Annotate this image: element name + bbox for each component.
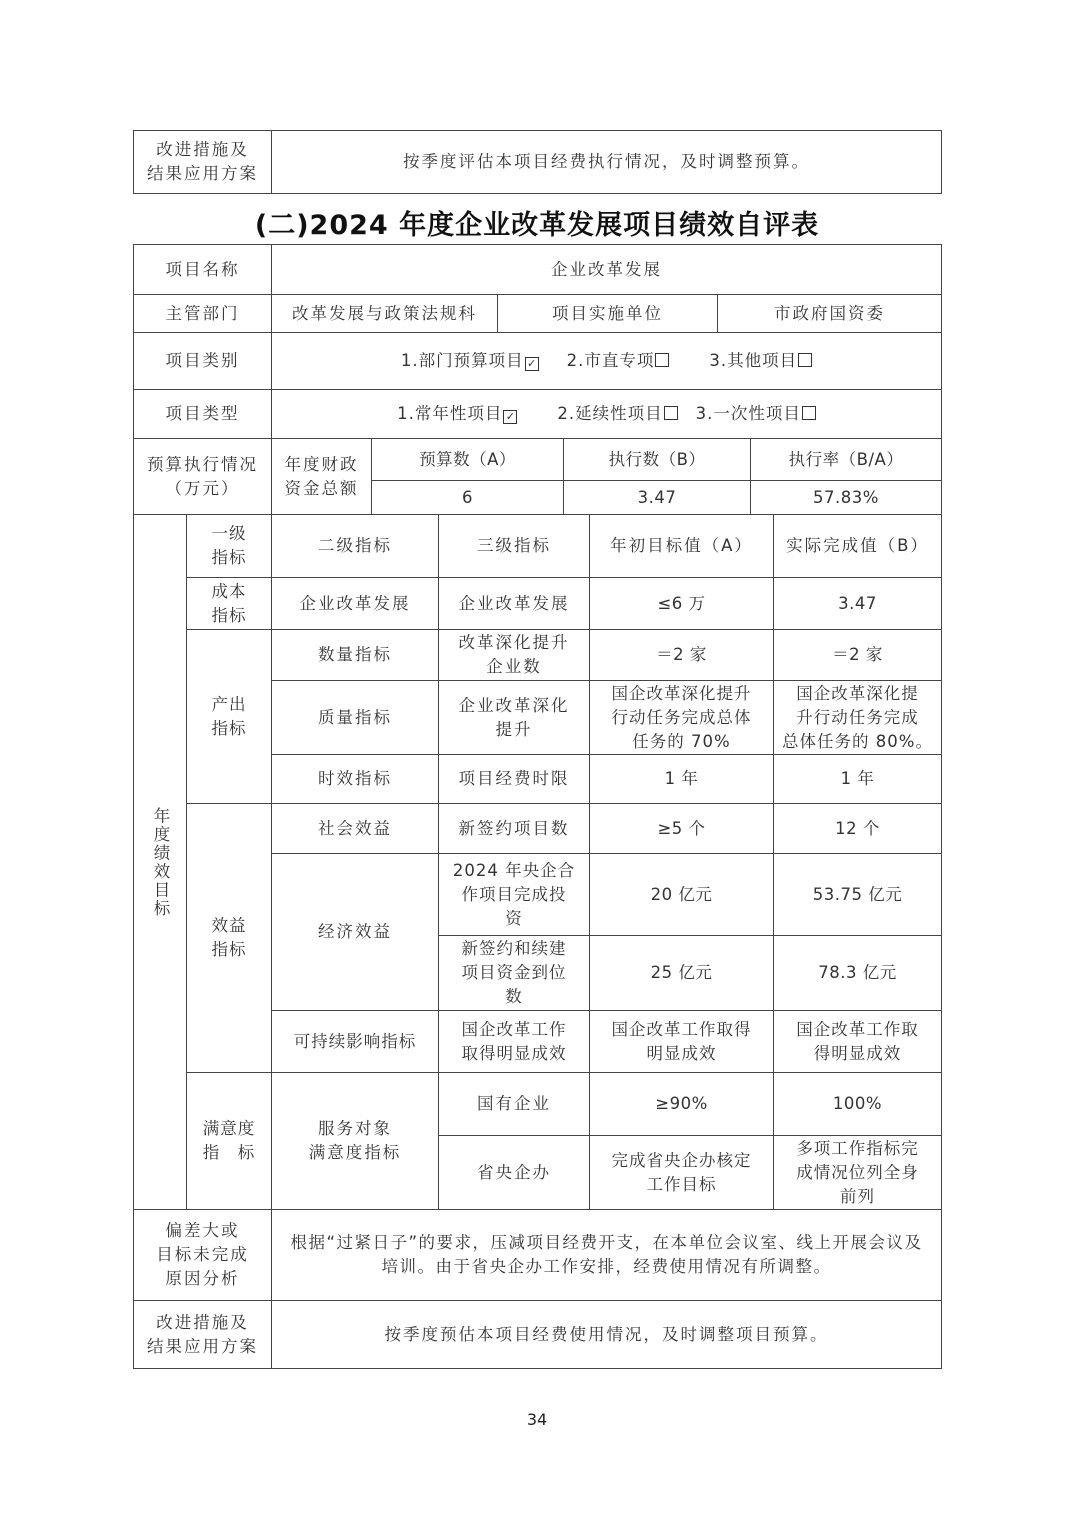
actual-cell: 100% bbox=[832, 1094, 883, 1113]
level1-cost: 成本 指标 bbox=[211, 581, 247, 625]
budget-header-a: 预算数（A） bbox=[419, 449, 516, 469]
header-level3: 三级指标 bbox=[477, 536, 551, 555]
budget-header-b: 执行数（B） bbox=[608, 449, 706, 469]
checkbox-checked-icon[interactable]: ✓ bbox=[503, 410, 517, 424]
deviation-content: 根据“过紧日子”的要求，压减项目经费开支，在本单位会议室、线上开展会议及培训。由于省央企办工作安排，经费使用情况有所调整。 bbox=[290, 1233, 923, 1276]
improvement-label: 改进措施及 结果应用方案 bbox=[147, 1312, 258, 1356]
top-improvement-content: 按季度评估本项目经费执行情况，及时调整预算。 bbox=[403, 152, 810, 171]
level2-cell: 质量指标 bbox=[318, 707, 392, 727]
category-option-1[interactable] bbox=[401, 349, 539, 373]
page-number: 34 bbox=[526, 1410, 548, 1429]
project-name-value: 企业改革发展 bbox=[551, 259, 662, 279]
level3-cell: 新签约和续建 项目资金到位 数 bbox=[461, 939, 567, 1006]
header-actual: 实际完成值（B） bbox=[786, 536, 929, 555]
category-options bbox=[272, 333, 941, 389]
budget-label: 预算执行情况 （万元） bbox=[147, 454, 258, 498]
dept-value: 改革发展与政策法规科 bbox=[292, 303, 477, 323]
level3-cell: 新签约项目数 bbox=[458, 818, 570, 838]
target-cell: 20 亿元 bbox=[650, 884, 713, 904]
checkbox-empty-icon[interactable] bbox=[802, 406, 816, 420]
actual-cell: 国企改革工作取 得明显成效 bbox=[796, 1019, 919, 1063]
level1-output: 产出 指标 bbox=[211, 694, 247, 738]
budget-value-a: 6 bbox=[462, 487, 473, 507]
type-options bbox=[272, 390, 941, 438]
category-option-2[interactable] bbox=[567, 349, 670, 373]
level2-cell: 可持续影响指标 bbox=[293, 1031, 417, 1051]
section-label-annual-goals bbox=[134, 515, 186, 1209]
type-option-label: 1.常年性项目 bbox=[397, 404, 503, 423]
target-cell: ≥5 个 bbox=[657, 818, 706, 838]
level3-cell: 企业改革深化 提升 bbox=[458, 695, 570, 739]
checkbox-empty-icon[interactable] bbox=[664, 406, 678, 420]
level3-cell: 国有企业 bbox=[477, 1094, 551, 1113]
project-name-label: 项目名称 bbox=[165, 259, 240, 279]
target-cell: ≤6 万 bbox=[657, 593, 706, 613]
header-level1: 一级 指标 bbox=[211, 524, 247, 567]
type-label: 项目类型 bbox=[165, 404, 240, 423]
budget-header-rate: 执行率（B/A） bbox=[788, 449, 904, 469]
checkbox-checked-icon[interactable]: ✓ bbox=[525, 357, 539, 371]
target-cell: 完成省央企办核定 工作目标 bbox=[611, 1150, 752, 1194]
checkbox-empty-icon[interactable] bbox=[655, 353, 669, 367]
category-option-3[interactable] bbox=[709, 349, 812, 373]
level2-cell-satisfaction: 服务对象 满意度指标 bbox=[308, 1119, 402, 1162]
checkbox-empty-icon[interactable] bbox=[798, 353, 812, 367]
level3-cell: 项目经费时限 bbox=[458, 769, 570, 788]
level3-cell: 改革深化提升 企业数 bbox=[458, 633, 570, 676]
header-target: 年初目标值（A） bbox=[610, 536, 753, 555]
level2-cell: 数量指标 bbox=[318, 645, 392, 664]
target-cell: ＝2 家 bbox=[656, 645, 707, 664]
type-option-label: 3.一次性项目 bbox=[695, 404, 801, 423]
level2-cell: 企业改革发展 bbox=[299, 593, 411, 613]
level3-cell: 省央企办 bbox=[477, 1162, 551, 1182]
impl-unit-label: 项目实施单位 bbox=[552, 303, 663, 323]
type-option-label: 2.延续性项目 bbox=[557, 404, 663, 423]
target-cell: 1 年 bbox=[664, 769, 699, 788]
budget-value-b: 3.47 bbox=[637, 487, 677, 507]
level2-cell: 时效指标 bbox=[318, 769, 392, 788]
actual-cell: 12 个 bbox=[835, 818, 880, 838]
category-label: 项目类别 bbox=[165, 351, 240, 370]
target-cell: ≥90% bbox=[655, 1094, 708, 1113]
level3-cell: 国企改革工作 取得明显成效 bbox=[461, 1019, 567, 1063]
actual-cell: 3.47 bbox=[838, 593, 877, 613]
actual-cell: ＝2 家 bbox=[832, 645, 883, 664]
actual-cell: 多项工作指标完 成情况位列全身 前列 bbox=[796, 1138, 919, 1206]
impl-unit-value: 市政府国资委 bbox=[774, 303, 885, 323]
target-cell: 25 亿元 bbox=[650, 963, 713, 982]
type-option-2[interactable] bbox=[557, 402, 677, 426]
category-option-label: 2.市直专项 bbox=[566, 351, 655, 370]
dept-label: 主管部门 bbox=[165, 303, 240, 323]
level1-benefit: 效益 指标 bbox=[211, 916, 247, 959]
section-label-text: 年度绩效目标 bbox=[151, 806, 170, 918]
deviation-label: 偏差大或 目标未完成 原因分析 bbox=[156, 1221, 249, 1288]
level2-cell: 社会效益 bbox=[318, 818, 392, 838]
page-title: (二)2024 年度企业改革发展项目绩效自评表 bbox=[254, 210, 820, 241]
level3-cell: 企业改革发展 bbox=[458, 593, 570, 613]
target-cell: 国企改革工作取得 明显成效 bbox=[611, 1019, 752, 1063]
level1-satisfaction: 满意度 指 标 bbox=[202, 1119, 256, 1162]
budget-sub-label: 年度财政 资金总额 bbox=[284, 454, 359, 498]
actual-cell: 78.3 亿元 bbox=[818, 963, 897, 982]
actual-cell: 53.75 亿元 bbox=[812, 884, 903, 904]
top-improvement-label: 改进措施及 结果应用方案 bbox=[147, 140, 258, 183]
level3-cell: 2024 年央企合 作项目完成投 资 bbox=[452, 860, 576, 928]
improvement-content: 按季度预估本项目经费使用情况，及时调整项目预算。 bbox=[384, 1324, 829, 1344]
header-level2: 二级指标 bbox=[318, 536, 392, 555]
category-option-label: 3.其他项目 bbox=[709, 351, 798, 370]
target-cell: 国企改革深化提升 行动任务完成总体 任务的 70% bbox=[611, 683, 752, 751]
budget-value-rate: 57.83% bbox=[813, 487, 879, 507]
category-option-label: 1.部门预算项目 bbox=[400, 351, 524, 370]
level2-cell-economic: 经济效益 bbox=[318, 922, 392, 941]
type-option-1[interactable] bbox=[397, 402, 517, 426]
actual-cell: 国企改革深化提 升行动任务完成 总体任务的 80%。 bbox=[782, 683, 933, 751]
actual-cell: 1 年 bbox=[840, 769, 875, 788]
type-option-3[interactable] bbox=[696, 402, 816, 426]
